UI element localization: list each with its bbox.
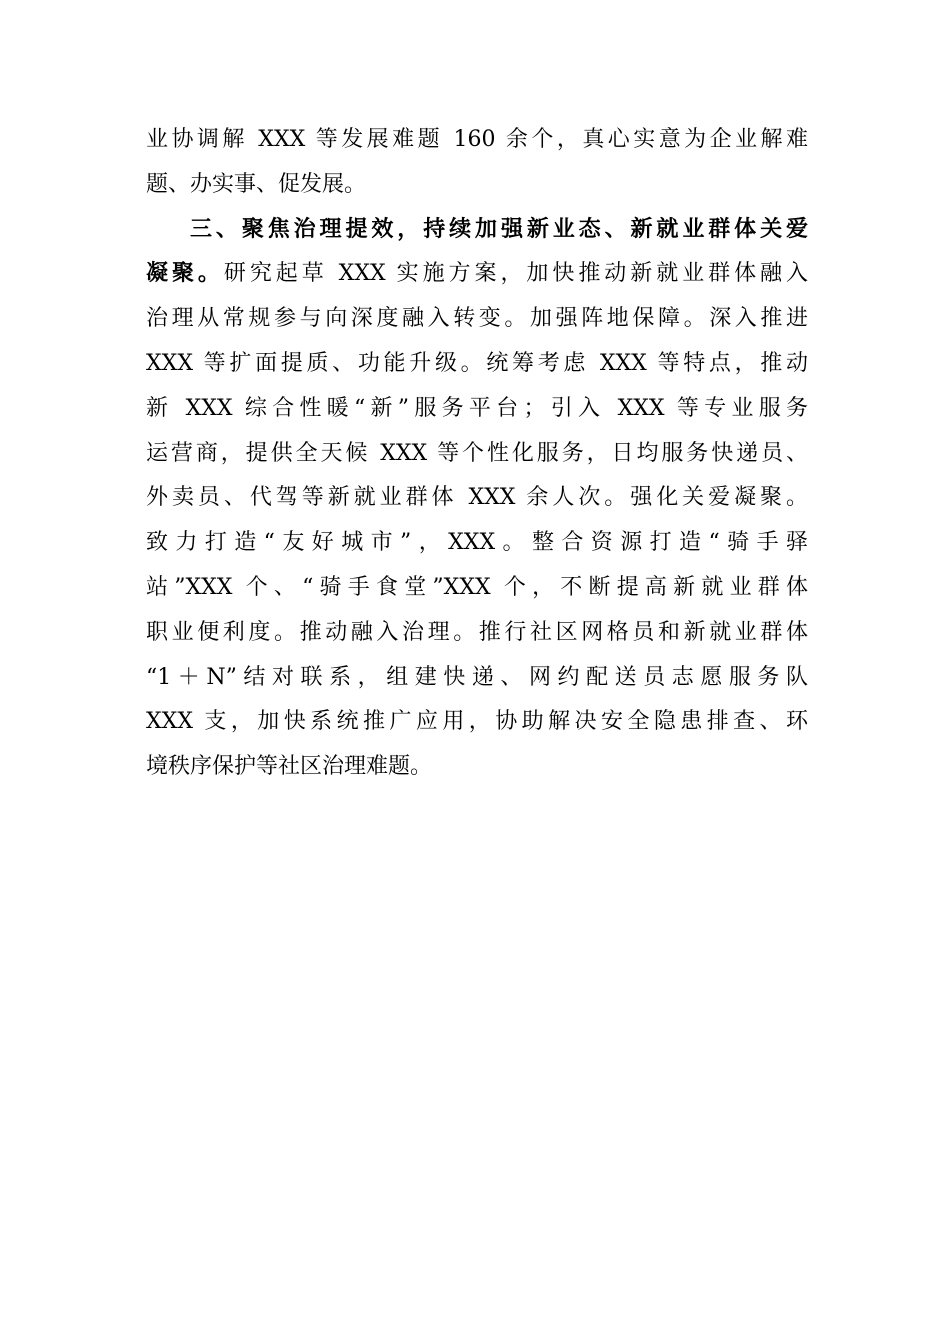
paragraph-line: 运营商，提供全天候 XXX 等个性化服务，日均服务快递员、	[146, 440, 808, 466]
paragraph-line	[146, 252, 808, 297]
paragraph-line: 治理从常规参与向深度融入转变。加强阵地保障。深入推进	[146, 306, 808, 332]
paragraph-line: XXX 支，加快系统推广应用，协助解决安全隐患排查、环	[146, 709, 808, 735]
section-heading: 三、聚焦治理提效，持续加强新业态、新就业群体关爱	[190, 216, 808, 242]
paragraph-line: 站”XXX 个、“骑手食堂”XXX 个，不断提高新就业群体	[146, 574, 808, 600]
body-text	[146, 118, 808, 790]
paragraph-line: “1＋N”结对联系，组建快递、网约配送员志愿服务队	[146, 664, 808, 690]
paragraph-line: 外卖员、代驾等新就业群体 XXX 余人次。强化关爱凝聚。	[146, 485, 808, 511]
paragraph-line: XXX 等扩面提质、功能升级。统筹考虑 XXX 等特点，推动	[146, 350, 808, 376]
paragraph-line: 境秩序保护等社区治理难题。	[146, 754, 433, 780]
paragraph-line: 职业便利度。推动融入治理。推行社区网格员和新就业群体	[146, 619, 808, 645]
paragraph-line: 业协调解 XXX 等发展难题 160 余个，真心实意为企业解难	[146, 127, 808, 152]
paragraph-text: 研究起草 XXX 实施方案，加快推动新就业群体融入	[223, 261, 808, 287]
section-heading-continuation: 凝聚。	[146, 261, 224, 287]
paragraph-line: 新 XXX 综合性暖“新”服务平台；引入 XXX 等专业服务	[146, 395, 808, 421]
paragraph-line: 题、办实事、促发展。	[146, 171, 367, 197]
paragraph-line: 致力打造“友好城市”，XXX。整合资源打造“骑手驿	[146, 530, 808, 556]
